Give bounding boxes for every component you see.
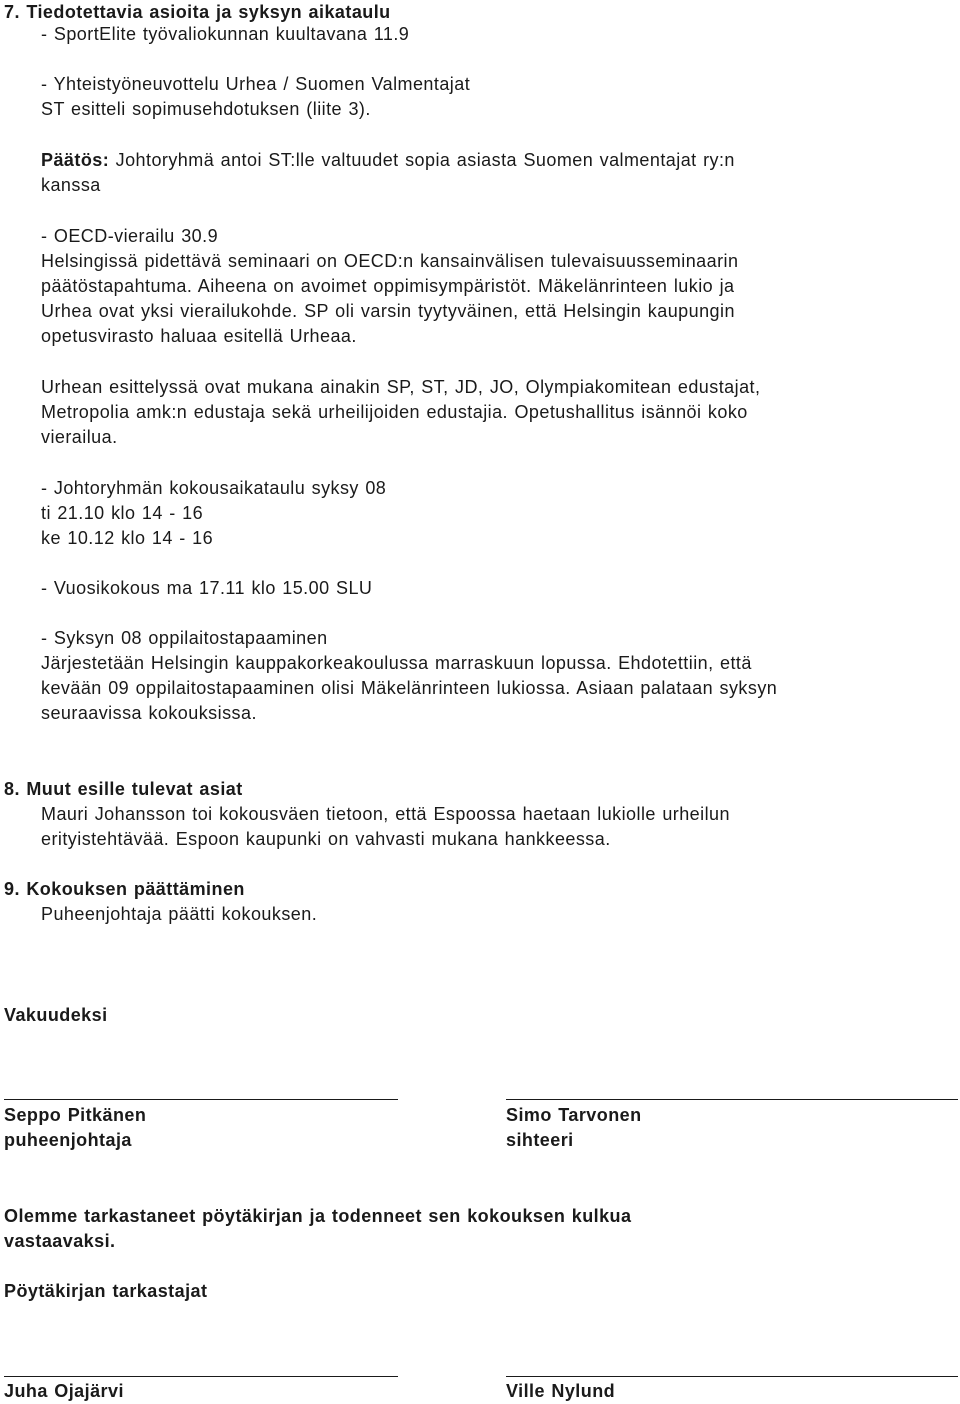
reviewer-signature-line-left: [4, 1376, 398, 1377]
oecd-line: Helsingissä pidettävä seminaari on OECD:n kansainvälisen tulevaisuusseminaarin: [41, 251, 739, 271]
section-8-heading: 8. Muut esille tulevat asiat: [4, 779, 243, 799]
decision-text: Johtoryhmä antoi ST:lle valtuudet sopia asiasta Suomen valmentajat ry:n: [109, 150, 735, 170]
presentation-line: Urhean esittelyssä ovat mukana ainakin SP, ST, JD, JO, Olympiakomitean edustajat,: [41, 377, 761, 397]
section-9-text: Puheenjohtaja päätti kokouksen.: [41, 904, 318, 924]
review-statement-line: vastaavaksi.: [4, 1231, 116, 1251]
reviewers-title: Pöytäkirjan tarkastajat: [4, 1281, 208, 1301]
decision-paragraph: [41, 148, 735, 173]
reviewer-left-name: Juha Ojajärvi: [4, 1381, 124, 1401]
oecd-visit-title: - OECD-vierailu 30.9: [41, 226, 219, 246]
review-statement-line: Olemme tarkastaneet pöytäkirjan ja todenneet sen kokouksen kulkua: [4, 1206, 632, 1226]
schedule-line: ti 21.10 klo 14 - 16: [41, 503, 204, 523]
school-meeting-line: kevään 09 oppilaitostapaaminen olisi Mäkelänrinteen lukiossa. Asiaan palataan syksyn: [41, 678, 778, 698]
cooperation-item-text: ST esitteli sopimusehdotuksen (liite 3).: [41, 99, 371, 119]
presentation-line: vierailua.: [41, 427, 118, 447]
oecd-line: Urhea ovat yksi vierailukohde. SP oli varsin tyytyväinen, että Helsingin kaupungin: [41, 301, 735, 321]
school-meeting-line: Järjestetään Helsingin kauppakorkeakoulussa marraskuun lopussa. Ehdotettiin, että: [41, 653, 752, 673]
section-9-heading: 9. Kokouksen päättäminen: [4, 879, 245, 899]
annual-meeting-item: - Vuosikokous ma 17.11 klo 15.00 SLU: [41, 578, 373, 598]
section-8-line: Mauri Johansson toi kokousväen tietoon, että Espoossa haetaan lukiolle urheilun: [41, 804, 730, 824]
reviewer-right-name: Ville Nylund: [506, 1381, 616, 1401]
school-meeting-line: seuraavissa kokouksissa.: [41, 703, 257, 723]
secretary-role: sihteeri: [506, 1130, 574, 1150]
signature-line-right: [506, 1099, 958, 1100]
chairperson-name: Seppo Pitkänen: [4, 1105, 147, 1125]
section-7-heading: 7. Tiedotettavia asioita ja syksyn aikataulu: [4, 2, 391, 22]
secretary-name: Simo Tarvonen: [506, 1105, 642, 1125]
oecd-line: opetusvirasto haluaa esitellä Urheaa.: [41, 326, 357, 346]
cooperation-item-title: - Yhteistyöneuvottelu Urhea / Suomen Valmentajat: [41, 74, 471, 94]
presentation-line: Metropolia amk:n edustaja sekä urheilijoiden edustajia. Opetushallitus isännöi koko: [41, 402, 748, 422]
sportelite-item: - SportElite työvaliokunnan kuultavana 11.9: [41, 24, 410, 44]
school-meeting-title: - Syksyn 08 oppilaitostapaaminen: [41, 628, 328, 648]
signature-line-left: [4, 1099, 398, 1100]
schedule-line: ke 10.12 klo 14 - 16: [41, 528, 214, 548]
schedule-title: - Johtoryhmän kokousaikataulu syksy 08: [41, 478, 387, 498]
section-8-line: erityistehtävää. Espoon kaupunki on vahvasti mukana hankkeessa.: [41, 829, 611, 849]
decision-text-continued: kanssa: [41, 175, 101, 195]
attestation-title: Vakuudeksi: [4, 1005, 108, 1025]
chairperson-role: puheenjohtaja: [4, 1130, 132, 1150]
oecd-line: päätöstapahtuma. Aiheena on avoimet oppimisympäristöt. Mäkelänrinteen lukio ja: [41, 276, 735, 296]
decision-label: Päätös:: [41, 150, 110, 170]
reviewer-signature-line-right: [506, 1376, 958, 1377]
